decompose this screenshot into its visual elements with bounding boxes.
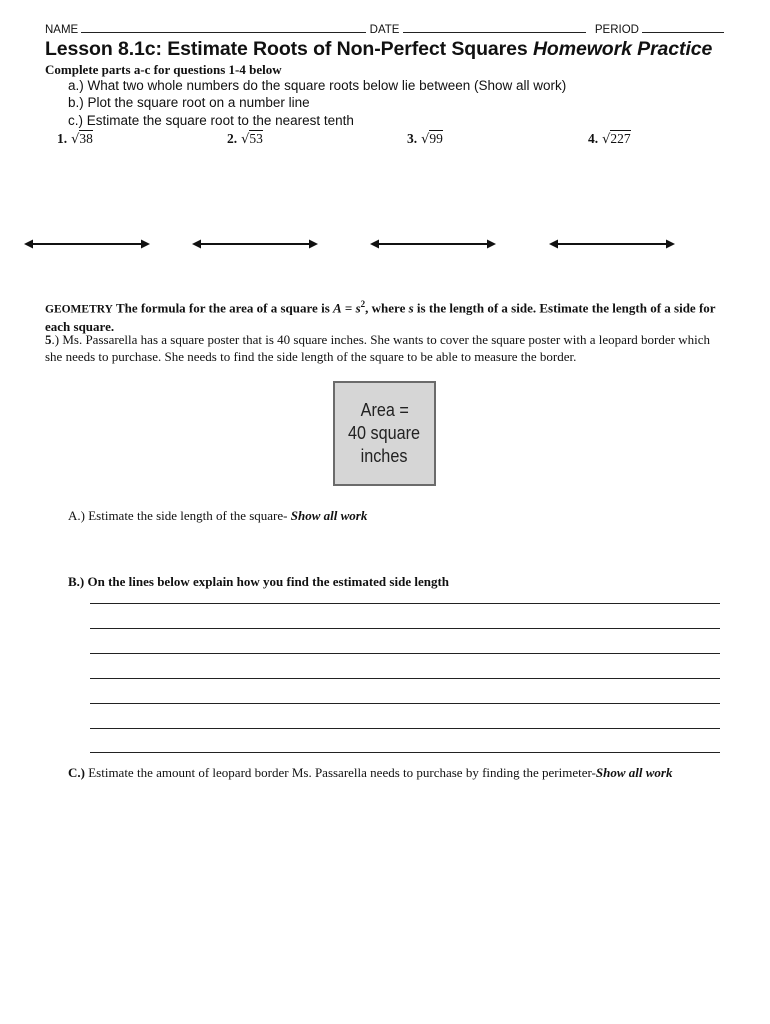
instructions-heading: Complete parts a-c for questions 1-4 below	[45, 62, 282, 77]
area-diagram-box	[333, 381, 436, 486]
square-root-expression	[71, 131, 93, 147]
title-italic: Homework Practice	[532, 38, 713, 60]
answer-line-2[interactable]	[90, 628, 720, 629]
name-blank[interactable]	[81, 22, 366, 33]
problem-5	[45, 331, 730, 365]
area-line-1: Area =	[360, 400, 409, 420]
period-label: PERIOD	[594, 24, 639, 36]
part-c-text: Estimate the amount of leopard border Ms. Passarella needs to purchase by finding the perimeter-	[88, 765, 596, 780]
square-root-expression	[421, 131, 443, 147]
radicand: 99	[429, 131, 443, 146]
period-blank[interactable]	[642, 22, 724, 33]
radicand: 38	[79, 131, 93, 146]
geometry-var-s: s	[408, 300, 414, 316]
part-c-prompt	[68, 765, 672, 781]
question-4	[588, 131, 631, 147]
date-label: DATE	[369, 24, 400, 36]
number-line-2[interactable]	[192, 237, 318, 251]
geometry-text-after: , where	[365, 300, 406, 316]
radical-icon: √	[421, 132, 430, 147]
question-number: 3.	[407, 131, 418, 146]
question-2	[227, 131, 263, 147]
geometry-prompt	[45, 296, 725, 335]
answer-line-7[interactable]	[90, 752, 720, 753]
formula-var-s: s	[355, 300, 361, 316]
name-label: NAME	[45, 24, 79, 36]
area-line-2: 40 square	[348, 423, 421, 443]
question-3	[407, 131, 443, 147]
square-root-expression	[602, 131, 631, 147]
question-1	[57, 131, 93, 147]
question-number: 4.	[588, 131, 599, 146]
answer-line-6[interactable]	[90, 728, 720, 729]
question-number: 2.	[227, 131, 238, 146]
square-root-expression	[241, 131, 263, 147]
radical-icon: √	[71, 132, 80, 147]
part-a-emphasis: Show all work	[290, 508, 368, 523]
area-line-3: inches	[361, 446, 408, 466]
problem-number: 5	[45, 332, 52, 347]
part-c-label: C.)	[68, 765, 85, 780]
question-number: 1.	[57, 131, 68, 146]
radical-icon: √	[602, 132, 611, 147]
part-b-prompt: B.) On the lines below explain how you find the estimated side length	[68, 574, 450, 589]
geometry-text-before: The formula for the area of a square is	[115, 300, 330, 316]
date-blank[interactable]	[403, 22, 586, 33]
radical-icon: √	[241, 132, 250, 147]
instruction-part-a: a.) What two whole numbers do the square roots below lie between (Show all work)	[68, 78, 567, 93]
problem-text: .) Ms. Passarella has a square poster that is 40 square inches. She wants to cover the square poster with a leopard border which she needs to purchase. She needs to find the side length of the square to be able to measure the border.	[45, 332, 710, 364]
geometry-label: GEOMETRY	[45, 303, 113, 316]
geometry-text-end: is the length of a side. Estimate the length of a side for each square.	[45, 300, 716, 335]
answer-line-5[interactable]	[90, 703, 720, 704]
student-info-header	[45, 22, 725, 36]
radicand: 53	[249, 131, 263, 146]
answer-line-3[interactable]	[90, 653, 720, 654]
answer-line-4[interactable]	[90, 678, 720, 679]
instruction-part-b: b.) Plot the square root on a number line	[68, 95, 310, 110]
page-title	[45, 38, 712, 61]
title-main: Lesson 8.1c: Estimate Roots of Non-Perfect Squares	[45, 38, 528, 60]
number-line-4[interactable]	[549, 237, 675, 251]
number-line-1[interactable]	[24, 237, 150, 251]
number-line-3[interactable]	[370, 237, 496, 251]
part-a-prompt	[68, 508, 367, 524]
instruction-part-c: c.) Estimate the square root to the nearest tenth	[68, 113, 354, 128]
answer-line-1[interactable]	[90, 603, 720, 604]
formula-exponent: 2	[360, 299, 366, 309]
radicand: 227	[610, 131, 631, 146]
formula-equals: =	[341, 300, 356, 316]
part-c-emphasis: Show all work	[595, 765, 673, 780]
part-a-text: A.) Estimate the side length of the square-	[68, 508, 288, 523]
formula-var-a: A	[333, 300, 342, 316]
